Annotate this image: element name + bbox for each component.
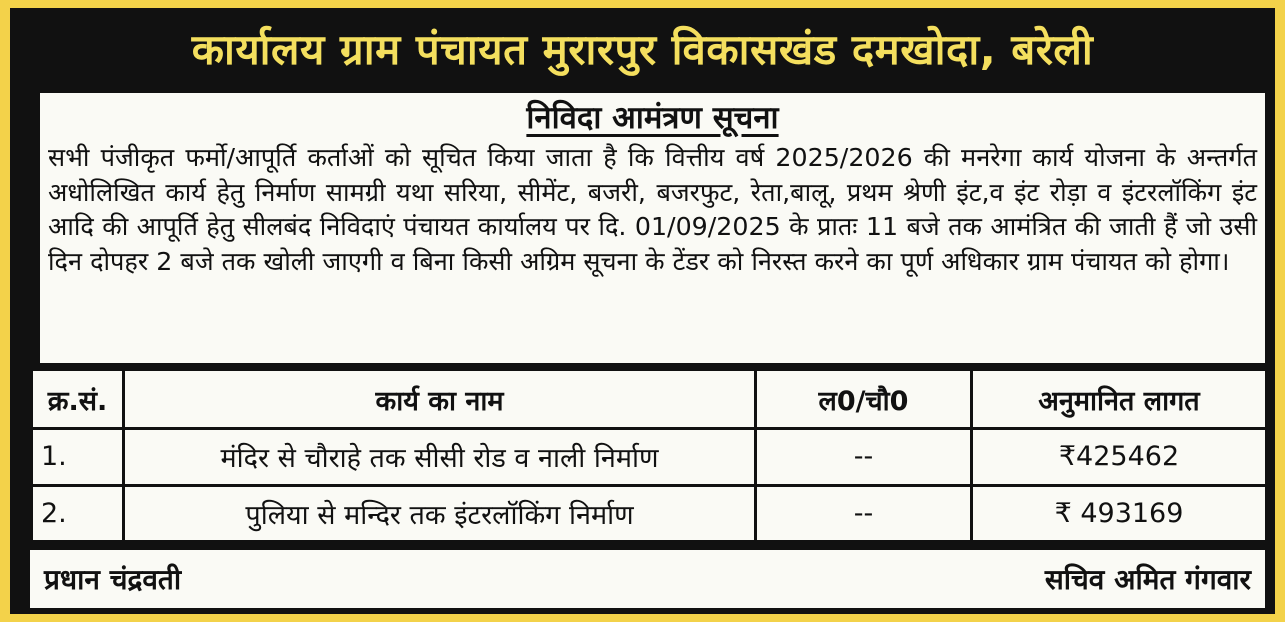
table-header-row <box>32 370 1267 429</box>
pradhan-signature: प्रधान चंद्रवती <box>44 563 182 596</box>
office-title: कार्यालय ग्राम पंचायत मुरारपुर विकासखंड दमखोदा, बरेली <box>191 24 1094 74</box>
row-cost: ₹ 493169 <box>972 485 1267 542</box>
header-estimated-cost: अनुमानित लागत <box>972 370 1267 429</box>
table-row <box>32 485 1267 542</box>
row-length-width: -- <box>756 485 972 542</box>
notice-section <box>40 93 1265 363</box>
table-row <box>32 429 1267 486</box>
header-length-width: ल0/चौ0 <box>756 370 972 429</box>
row-work-name: पुलिया से मन्दिर तक इंटरलॉकिंग निर्माण <box>124 485 756 542</box>
row-sno: 2. <box>32 485 124 542</box>
works-table <box>30 368 1265 543</box>
header-work-name: कार्य का नाम <box>124 370 756 429</box>
notice-title <box>48 99 1257 137</box>
tender-notice-board <box>10 8 1275 614</box>
row-length-width: -- <box>756 429 972 486</box>
notice-body: सभी पंजीकृत फर्मो/आपूर्ति कर्ताओं को सूचित किया जाता है कि वित्तीय वर्ष 2025/2026 की मनरेगा कार्य योजना के अन्तर्गत अधोलिखित कार्य हेतु निर्माण सामग्री यथा सरिया, सीमेंट, बजरी, बजरफुट, रेता,बालू, प्रथम श्रेणी इंट,व इंट रोड़ा व इंटरलॉकिंग इंट आदि की आपूर्ति हेतु सीलबंद निविदाएं पंचायत कार्यालय पर दि. 01/09/2025 के प्रातः 11 बजे तक आमंत्रित की जाती हैं जो उसी दिन दोपहर 2 बजे तक खोली जाएगी व बिना किसी अग्रिम सूचना के टेंडर को निरस्त करने का पूर्ण अधिकार ग्राम पंचायत को होगा। <box>48 143 1257 276</box>
row-work-name: मंदिर से चौराहे तक सीसी रोड व नाली निर्माण <box>124 429 756 486</box>
header-sno: क्र.सं. <box>32 370 124 429</box>
secretary-signature: सचिव अमित गंगवार <box>1044 563 1251 596</box>
row-sno: 1. <box>32 429 124 486</box>
signature-footer <box>30 550 1265 608</box>
notice-title-text: निविदा आमंत्रण सूचना <box>526 100 779 136</box>
row-cost: ₹425462 <box>972 429 1267 486</box>
